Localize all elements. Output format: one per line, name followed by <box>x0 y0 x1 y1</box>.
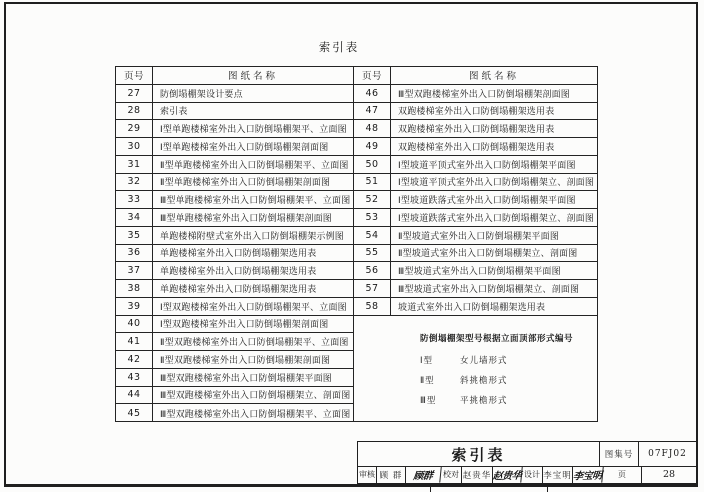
note-item <box>420 374 508 386</box>
column-header-drawing-name: 图纸名称 <box>468 71 519 83</box>
page-number-cell: 37 <box>116 262 153 279</box>
page-title: 索引表 <box>318 40 360 54</box>
type-description: 平挑檐形式 <box>460 395 508 406</box>
page-number-cell: 58 <box>354 298 391 315</box>
page-number-cell: 41 <box>116 333 153 350</box>
drawing-title-cell: Ⅰ型双跑楼梯室外出入口防倒塌棚架平、立面图 <box>160 302 347 313</box>
drawing-title-cell: 单跑楼梯室外出入口防倒塌棚架选用表 <box>160 249 317 260</box>
drawing-title-cell: Ⅲ型坡道式室外出入口防倒塌棚架立、剖面图 <box>398 284 580 295</box>
drawing-title-cell: Ⅱ型双跑楼梯室外出入口防倒塌棚架剖面图 <box>160 355 331 366</box>
table-row <box>354 245 597 263</box>
table-row <box>354 138 597 156</box>
page-label: 页 <box>603 467 642 483</box>
table-row <box>116 404 353 422</box>
table-row <box>354 227 597 245</box>
page-number-cell: 31 <box>116 156 153 173</box>
page-number-cell: 52 <box>354 191 391 208</box>
drawing-title-cell: 单跑楼梯室外出入口防倒塌棚架选用表 <box>160 284 317 295</box>
page-number-cell: 43 <box>116 369 153 386</box>
drawing-title-cell: Ⅲ型单跑楼梯室外出入口防倒塌棚架平、立面图 <box>160 196 351 207</box>
table-row <box>354 298 597 316</box>
reviewer-signature: 顾群 <box>405 467 442 483</box>
title-block-sheet-name: 索引表 <box>358 442 600 466</box>
drawing-title-cell: Ⅲ型双跑楼梯室外出入口防倒塌棚架平、立面图 <box>160 409 351 420</box>
designer-label: 设计 <box>522 467 543 483</box>
index-table-left <box>115 66 354 422</box>
page-number-cell: 48 <box>354 120 391 137</box>
drawing-title-cell: Ⅱ型坡道式室外出入口防倒塌棚架平面图 <box>398 231 560 242</box>
page-number-cell: 36 <box>116 245 153 262</box>
table-row <box>354 191 597 209</box>
page-number-cell: 55 <box>354 245 391 262</box>
drawing-title-cell: 双跑楼梯室外出入口防倒塌棚架选用表 <box>398 107 555 118</box>
table-row <box>354 174 597 192</box>
table-row <box>116 156 353 174</box>
table-row <box>116 120 353 138</box>
drawing-title-cell: Ⅲ型双跑楼梯室外出入口防倒塌棚架剖面图 <box>398 89 571 100</box>
designer-signature: 李宝明 <box>572 467 604 483</box>
fold-mark <box>547 484 548 492</box>
table-row <box>116 174 353 192</box>
drawing-title-cell: Ⅰ型双跑楼梯室外出入口防倒塌棚架剖面图 <box>160 320 329 331</box>
drawing-title-cell: 双跑楼梯室外出入口防倒塌棚架选用表 <box>398 125 555 136</box>
page-number-cell: 28 <box>116 103 153 120</box>
drawing-title-cell: Ⅱ型单跑楼梯室外出入口防倒塌棚架平、立面图 <box>160 160 349 171</box>
page-number-cell: 38 <box>116 280 153 297</box>
column-header-drawing-name: 图纸名称 <box>227 71 278 83</box>
drawing-title-cell: Ⅰ型单跑楼梯室外出入口防倒塌棚架剖面图 <box>160 142 329 153</box>
page-number-cell: 57 <box>354 280 391 297</box>
table-header-row <box>116 67 353 85</box>
atlas-number-label: 图集号 <box>600 442 639 466</box>
page-number-cell: 54 <box>354 227 391 244</box>
checker-name: 赵贵华 <box>462 467 493 483</box>
table-row <box>116 262 353 280</box>
checker-label: 校对 <box>441 467 462 483</box>
drawing-title-cell: Ⅱ型坡道式室外出入口防倒塌棚架立、剖面图 <box>398 249 578 260</box>
drawing-title-cell: Ⅰ型坡道平顶式室外出入口防倒塌棚架立、剖面图 <box>398 178 595 189</box>
table-row <box>354 262 597 280</box>
type-description: 女儿墙形式 <box>460 355 508 366</box>
page-number-cell: 42 <box>116 351 153 368</box>
table-row <box>116 103 353 121</box>
table-row <box>354 280 597 298</box>
column-header-page-no: 页号 <box>354 67 391 84</box>
drawing-title-cell: 双跑楼梯室外出入口防倒塌棚架选用表 <box>398 142 555 153</box>
note-item <box>420 354 508 366</box>
type-label: Ⅰ型 <box>420 355 434 366</box>
page-number-cell: 45 <box>116 404 153 422</box>
numbering-notes <box>354 316 597 422</box>
type-description: 斜挑檐形式 <box>460 375 508 386</box>
notes-heading: 防倒塌棚架型号根据立面顶部形式编号 <box>420 333 574 344</box>
drawing-title-cell: Ⅲ型双跑楼梯室外出入口防倒塌棚架平面图 <box>160 373 333 384</box>
table-row <box>354 120 597 138</box>
page-number-cell: 51 <box>354 174 391 191</box>
page-number-cell: 30 <box>116 138 153 155</box>
index-table-right <box>353 66 598 422</box>
drawing-title-cell: 坡道式室外出入口防倒塌棚架选用表 <box>398 302 546 313</box>
page-number-cell: 35 <box>116 227 153 244</box>
designer-name: 李宝明 <box>543 467 573 483</box>
drawing-title-cell: Ⅰ型坡道平顶式室外出入口防倒塌棚架平面图 <box>398 160 576 171</box>
table-row <box>116 298 353 316</box>
drawing-title-cell: Ⅲ型坡道式室外出入口防倒塌棚架平面图 <box>398 267 561 278</box>
table-row <box>116 316 353 334</box>
page-number-cell: 47 <box>354 103 391 120</box>
page-number-cell: 34 <box>116 209 153 226</box>
table-row <box>116 191 353 209</box>
atlas-number-value: 07FJ02 <box>648 449 687 459</box>
fold-mark <box>430 484 431 492</box>
reviewer-label: 审核 <box>358 467 377 483</box>
table-row <box>116 138 353 156</box>
page-number-cell: 40 <box>116 316 153 333</box>
table-row <box>116 280 353 298</box>
table-row <box>354 85 597 103</box>
drawing-title-cell: Ⅰ型坡道跌落式室外出入口防倒塌棚架平面图 <box>398 196 576 207</box>
page-number-cell: 29 <box>116 120 153 137</box>
page-number-cell: 44 <box>116 387 153 404</box>
drawing-title-cell: 单跑楼梯室外出入口防倒塌棚架选用表 <box>160 267 317 278</box>
drawing-title-cell: Ⅰ型坡道跌落式室外出入口防倒塌棚架立、剖面图 <box>398 213 595 224</box>
checker-signature: 赵贵华 <box>492 467 523 483</box>
table-header-row <box>354 67 597 85</box>
drawing-title-cell: 索引表 <box>160 107 188 118</box>
title-block-bottom-row <box>358 467 696 483</box>
table-row <box>354 209 597 227</box>
table-row <box>116 351 353 369</box>
drawing-title-cell: Ⅲ型单跑楼梯室外出入口防倒塌棚架剖面图 <box>160 213 333 224</box>
table-row <box>354 156 597 174</box>
reviewer-name: 顾 群 <box>377 467 406 483</box>
column-header-page-no: 页号 <box>116 67 153 84</box>
table-row <box>116 333 353 351</box>
table-row <box>116 85 353 103</box>
page-number-cell: 46 <box>354 85 391 102</box>
drawing-title-cell: Ⅱ型单跑楼梯室外出入口防倒塌棚架剖面图 <box>160 178 331 189</box>
page-number-cell: 56 <box>354 262 391 279</box>
table-row <box>116 209 353 227</box>
table-row <box>116 245 353 263</box>
table-row <box>116 369 353 387</box>
page-number-cell: 33 <box>116 191 153 208</box>
page-number-cell: 32 <box>116 174 153 191</box>
type-label: Ⅲ型 <box>420 395 437 406</box>
page-number-cell: 39 <box>116 298 153 315</box>
page-number-cell: 50 <box>354 156 391 173</box>
note-item <box>420 394 508 406</box>
page-number-cell: 49 <box>354 138 391 155</box>
table-row <box>116 227 353 245</box>
drawing-title-cell: 单跑楼梯附壁式室外出入口防倒塌棚架示例图 <box>160 231 345 242</box>
page-number-cell: 27 <box>116 85 153 102</box>
drawing-title-cell: 防倒塌棚架设计要点 <box>160 89 243 100</box>
title-block-top-row <box>358 442 696 467</box>
table-row <box>116 387 353 405</box>
drawing-title-cell: Ⅱ型双跑楼梯室外出入口防倒塌棚架平、立面图 <box>160 338 349 349</box>
drawing-title-cell: Ⅲ型双跑楼梯室外出入口防倒塌棚架立、剖面图 <box>160 391 351 402</box>
drawing-title-cell: Ⅰ型单跑楼梯室外出入口防倒塌棚架平、立面图 <box>160 125 347 136</box>
page-number-value: 28 <box>662 469 676 481</box>
table-row <box>354 103 597 121</box>
type-label: Ⅱ型 <box>420 375 435 386</box>
title-block <box>357 441 697 484</box>
page-number-cell: 53 <box>354 209 391 226</box>
